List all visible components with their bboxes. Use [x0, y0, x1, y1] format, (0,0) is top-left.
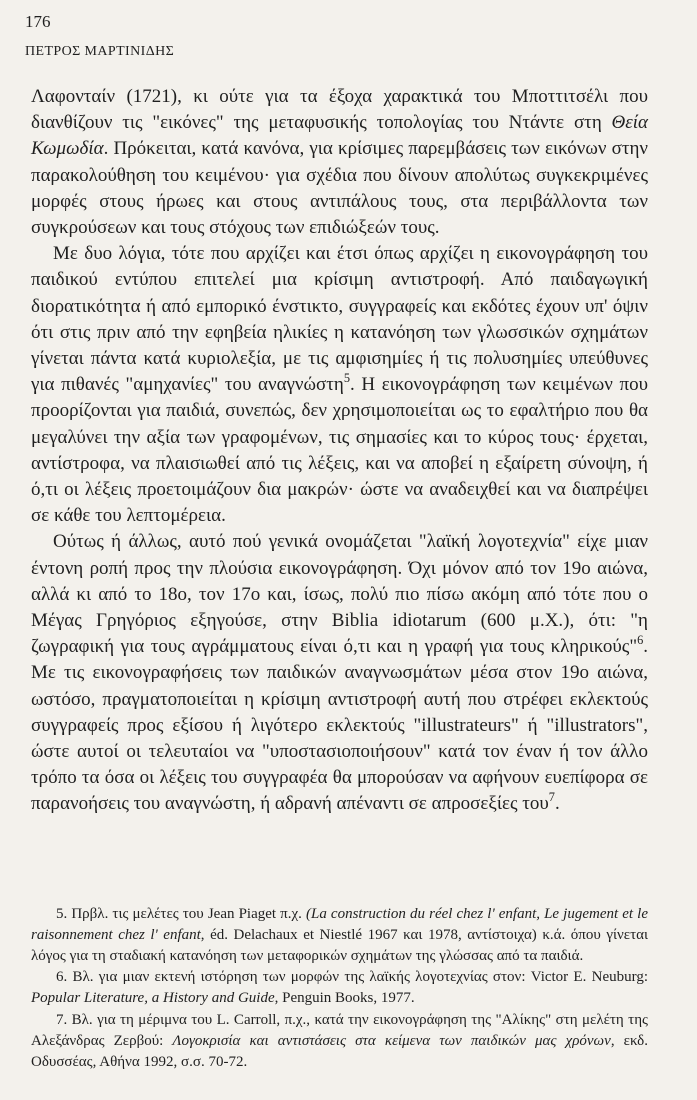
work-title: Θεία Κωμωδία: [31, 112, 648, 160]
paragraph-text: . Με τις εικονογραφήσεις των παιδικών αναγνωσμάτων μέσα στον 19ο αιώνα, ωστόσο, πραγματοποιείται η κρίσιμη αντιστροφή αυτή που στρέφει εκλεκτούς συγγραφείς προς εξίσου ή λιγότερο εκλεκτούς "illustrateurs" ή "illustrators", ώστε αυτοί οι τελευταίοι να "υποστασιοποιήσουν" κατά τον έναν ή τον άλλο τρόπο τα όσα οι λέξεις του συγγραφέα θα μπορούσαν να αφήνουν ευεπίφορα σε παρανοήσεις του αναγνώστη, ή αδρανή απέναντι σε απροσεξίες του: [31, 636, 648, 815]
footnote-title: (La construction du réel chez l' enfant, Le jugement et le raisonnement chez l' enfant: [31, 906, 648, 943]
footnote-ref-5[interactable]: 5: [343, 371, 351, 386]
paragraph-text: Με δυο λόγια, τότε που αρχίζει και έτσι όπως αρχίζει η εικονογράφηση του παιδικού εντύπου επιτελεί μια κρίσιμη αντιστροφή. Από παιδαγωγική διορατικότητα ή από εμπορικό ένστικτο, συγγραφείς και εκδότες έχουν υπ' όψιν ότι στις πριν από την εφηβεία ηλικίες η κατανόηση των γλωσσικών σχημάτων γίνεται πάντα κατά κυριολεξία, με τις αμφισημίες ή τις πολυσημίες υπεύθυνες για πιθανές "αμηχανίες" του αναγνώστη: [31, 243, 648, 396]
page-number: 176: [25, 12, 51, 31]
footnote-text: , εκδ. Οδυσσέας, Αθήνα 1992, σ.σ. 70-72.: [31, 1032, 648, 1070]
paragraph-3: [31, 529, 648, 817]
footnote-ref-7[interactable]: 7: [548, 790, 555, 805]
footnote-title: Λογοκρισία και αντιστάσεις στα κείμενα των παιδικών μας χρόνων: [172, 1032, 611, 1049]
footnote-7: [31, 1010, 648, 1072]
body-text: [31, 84, 648, 818]
paragraph-text: Λαφονταίν (1721), κι ούτε για τα έξοχα χαρακτικά του Μποττιτσέλι που διανθίζουν τις "εικόνες" της μεταφυσικής τοπολογίας του Ντάντε στη: [31, 86, 648, 134]
footnote-6: [31, 967, 648, 1009]
paragraph-2: [31, 241, 648, 529]
footnote-text: 7. Βλ. για τη μέριμνα του L. Carroll, π.χ., κατά την εικονογράφηση της "Αλίκης" στη μελέτη της Αλεξάνδρας Ζερβού:: [31, 1011, 648, 1049]
paragraph-text: Ούτως ή άλλως, αυτό πού γενικά ονομάζεται "λαϊκή λογοτεχνία" είχε μιαν έντονη ροπή προς την πλούσια εικονογράφηση. Όχι μόνον από τον 19ο αιώνα, αλλά κι από το 18ο, τον 17ο και, ίσως, πολύ πιο πίσω ακόμη από τότε που ο Μέγας Γρηγόριος εξηγούσε, στην Biblia idiotarum (600 μ.Χ.), ότι: "η ζωγραφική για τους αγράμματους είναι ό,τι και η γραφή για τους κληρικούς": [31, 531, 648, 658]
footnote-text: 5. Πρβλ. τις μελέτες του Jean Piaget π.χ.: [56, 906, 306, 922]
footnote-text: , Penguin Books, 1977.: [274, 990, 415, 1007]
footnotes: [31, 904, 648, 1073]
footnote-5: [31, 904, 648, 966]
footnote-ref-6[interactable]: 6: [637, 633, 644, 648]
running-head: ΠΕΤΡΟΣ ΜΑΡΤΙΝΙΔΗΣ: [25, 44, 175, 59]
footnote-title: Popular Literature, a History and Guide: [31, 990, 275, 1007]
paragraph-text: .: [554, 793, 560, 815]
footnote-text: 6. Βλ. για μιαν εκτενή ιστόρηση των μορφών της λαϊκής λογοτεχνίας στον: Victor E. Neuburg:: [56, 969, 648, 986]
paragraph-1: [31, 84, 648, 241]
paragraph-text: . Η εικονογράφηση των κειμένων που προορίζονται για παιδιά, συνεπώς, δεν χρησιμοποιείται ως το εφαλτήριο που θα μεγαλύνει την αξία των γραφομένων, τις σημασίες και το κύρος τους· έρχεται, αντίστροφα, να πλαισιωθεί από τις λέξεις, και να αποβεί η εξαίρετη σύνοψη, ή ό,τι οι λέξεις προετοιμάζουν δια μακρών· ώστε να αναδειχθεί και να διαπρέψει σε κάθε του λεπτομέρεια.: [31, 374, 648, 527]
paragraph-text: . Πρόκειται, κατά κανόνα, για κρίσιμες παρεμβάσεις των εικόνων στην παρακολούθηση του κειμένου· για σχέδια που δίνουν απολύτως συγκεκριμένες μορφές στους ήρωες και στους αντιπάλους τους, στα περιβάλλοντα των συγκρούσεων και τους στόχους των επιδιώξεών τους.: [31, 138, 648, 239]
footnote-text: , éd. Delachaux et Niestlé 1967 και 1978, αντίστοιχα) κ.ά. όπου γίνεται λόγος για τη σταδιακή κατανόηση των μεταφορικών σχημάτων της γλώσσας από τα παιδιά.: [31, 926, 648, 964]
